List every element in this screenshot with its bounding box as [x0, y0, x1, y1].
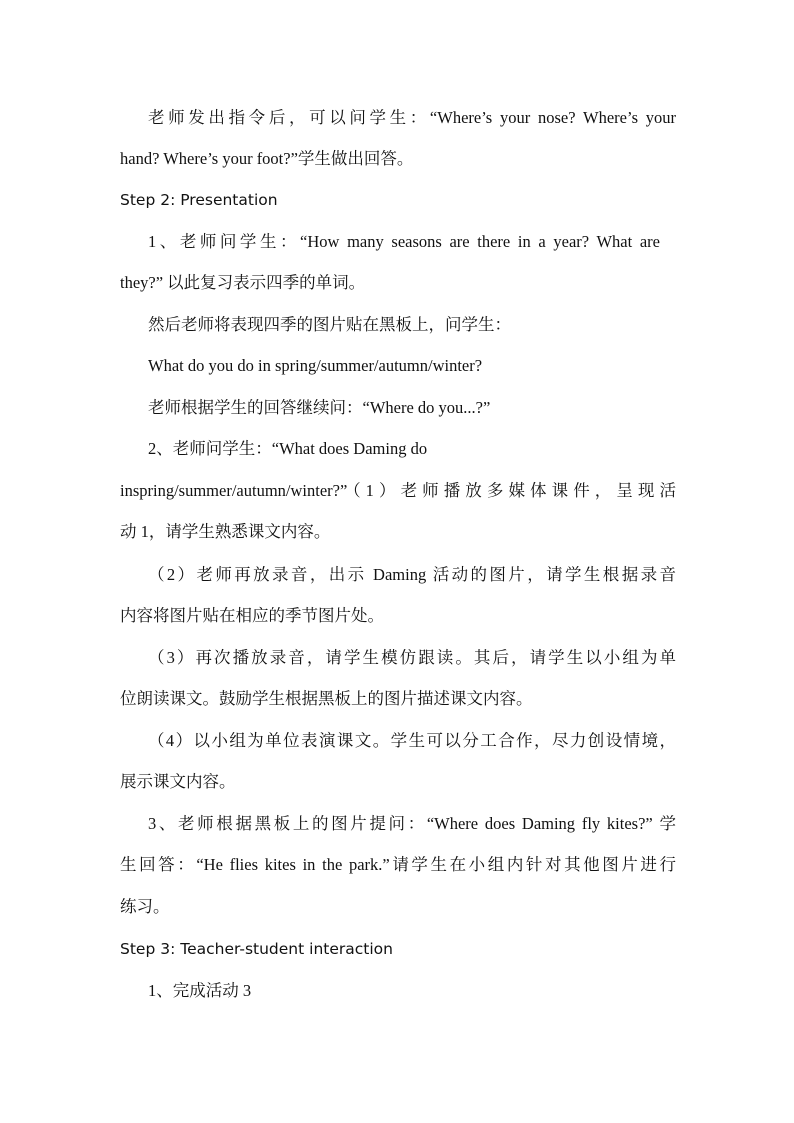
paragraph-line: 老师根据学生的回答继续问：“Where do you...?”: [148, 398, 491, 417]
paragraph-line: 位朗读课文。鼓励学生根据黑板上的图片描述课文内容。: [120, 689, 533, 708]
paragraph-line: 2、老师问学生：“What does Daming do: [148, 439, 428, 458]
paragraph-line: （2）老师再放录音，出示 Daming 活动的图片，请学生根据录音: [148, 565, 676, 584]
paragraph-line: they?” 以此复习表示四季的单词。: [120, 273, 366, 292]
paragraph-line: 内容将图片贴在相应的季节图片处。: [120, 606, 384, 625]
paragraph-line: What do you do in spring/summer/autumn/winter?: [148, 356, 483, 375]
paragraph-line: 动 1，请学生熟悉课文内容。: [120, 522, 331, 541]
paragraph-line: 生回答：“He flies kites in the park.”请学生在小组内针对其他图片进行: [120, 855, 676, 874]
paragraph-line: 3、老师根据黑板上的图片提问：“Where does Daming fly kites?” 学: [148, 814, 676, 833]
paragraph-line: 老师发出指令后，可以问学生：“Where’s your nose? Where’s your: [148, 108, 676, 127]
paragraph-line: 练习。: [120, 897, 170, 916]
section-heading: Step 3: Teacher-student interaction: [120, 940, 393, 958]
paragraph-line: （3）再次播放录音，请学生模仿跟读。其后，请学生以小组为单: [148, 648, 676, 667]
paragraph-line: 1、完成活动 3: [148, 981, 252, 1000]
paragraph-line: 1、老师问学生：“How many seasons are there in a year? What are: [148, 232, 660, 251]
paragraph-line: 然后老师将表现四季的图片贴在黑板上，问学生：: [148, 315, 511, 334]
section-heading: Step 2: Presentation: [120, 191, 278, 209]
paragraph-line: （4）以小组为单位表演课文。学生可以分工合作，尽力创设情境，: [148, 731, 676, 750]
paragraph-line: hand? Where’s your foot?”学生做出回答。: [120, 149, 414, 168]
paragraph-line: inspring/summer/autumn/winter?”（1）老师播放多媒体课件，呈现活: [120, 481, 676, 500]
paragraph-line: 展示课文内容。: [120, 772, 236, 791]
